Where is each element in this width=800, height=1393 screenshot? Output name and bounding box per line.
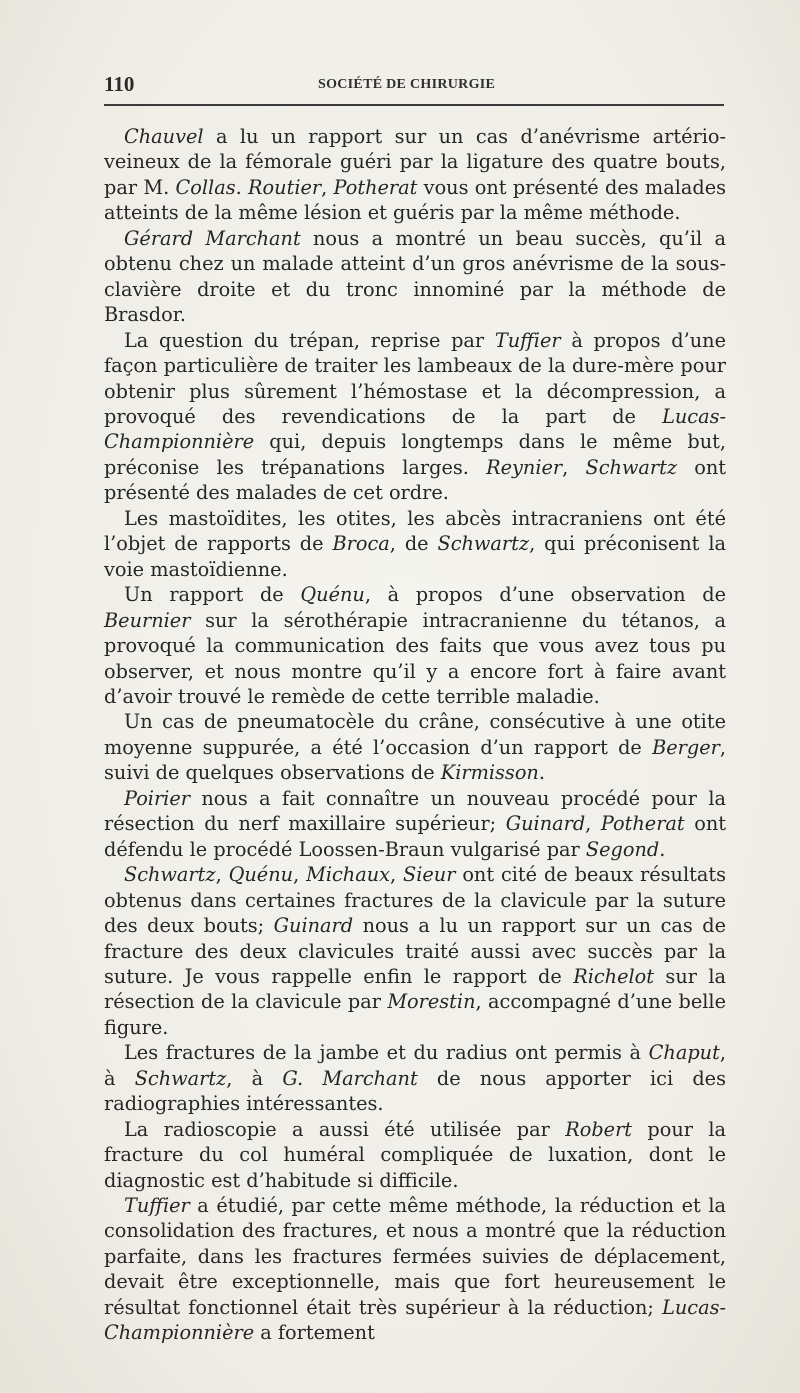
cited-name: Quénu <box>300 583 365 607</box>
paragraph <box>104 582 726 709</box>
text-run: , qui préconisent la voie mastoïdienne. <box>104 532 726 581</box>
cited-name: Lucas-Championnière <box>104 1295 726 1345</box>
cited-name: Potherat <box>600 812 685 836</box>
text-run: nous a montré un beau succès, qu’il a obtenu chez un malade atteint d’un gros anévrisme de la sous-clavière droite et du tronc innominé par la méthode de Brasdor. <box>104 226 726 327</box>
cited-name: Robert <box>565 1117 633 1141</box>
cited-name: Poirier <box>124 786 190 810</box>
paragraph <box>104 862 726 1040</box>
page-header <box>104 64 724 98</box>
text-run: , suivi de quelques observations de <box>104 735 726 785</box>
text-run: , <box>293 863 307 887</box>
cited-name: Quénu <box>228 863 294 887</box>
paragraph <box>104 786 726 862</box>
paragraph <box>104 1193 726 1346</box>
text-run: . <box>659 837 666 861</box>
cited-name: Gérard Marchant <box>124 226 301 250</box>
header-rule <box>104 104 724 106</box>
cited-name: Michaux <box>306 863 390 887</box>
text-run: La radioscopie a aussi été utilisée par <box>124 1117 566 1141</box>
paragraph <box>104 328 726 506</box>
text-run: qui, depuis longtemps dans le même but, préconise les trépanations larges. <box>104 430 726 479</box>
text-run: , <box>562 455 586 479</box>
text-run: ont défendu le procédé Loossen-Braun vulgarisé par <box>104 812 726 861</box>
text-run: sur la sérothérapie intracranienne du tétanos, a provoqué la communication des faits que vous avez tous pu observer, et nous montre qu’il y a encore fort à faire avant d’avoir trouvé le remède de cette terrible maladie. <box>104 608 726 708</box>
text-run: à propos d’une façon particulière de traiter les lambeaux de la dure-mère pour obtenir plus sûrement l’hémostase et la décompression, a provoqué des revendications de la part de <box>104 328 726 428</box>
text-run: Les fractures de la jambe et du radius ont permis à <box>124 1041 649 1065</box>
body-text <box>104 124 726 1346</box>
text-run: Un rapport de <box>124 583 301 607</box>
cited-name: Broca <box>332 532 390 556</box>
text-run: a fortement <box>254 1321 375 1345</box>
cited-name: Guinard <box>505 812 586 836</box>
text-run: a étudié, par cette même méthode, la réduction et la consolidation des fractures, et nous a montré que la réduction parfaite, dans les fractures fermées suivies de déplacement, devait être exceptionnelle, mais que fort heureusement le résultat fonctionnel était très supérieur à la réduction; <box>104 1194 726 1319</box>
text-run: , de <box>389 532 438 556</box>
cited-name: Tuffier <box>124 1194 190 1218</box>
text-run: , <box>215 863 229 887</box>
cited-name: Segond <box>585 837 660 861</box>
text-run: , <box>390 863 404 887</box>
text-run: Un cas de pneumatocèle du crâne, consécutive à une otite moyenne suppurée, a été l’occasion d’un rapport de <box>104 710 726 759</box>
cited-name: Tuffier <box>494 328 561 352</box>
text-run: ont cité de beaux résultats obtenus dans certaines fractures de la clavicule par la suture des deux bouts; <box>104 863 726 938</box>
text-run: nous a lu un rapport sur un cas de fracture des deux clavicules traité aussi avec succès par la suture. Je vous rappelle enfin le rapport de <box>104 914 726 988</box>
text-run: , <box>321 175 334 199</box>
text-run: , à <box>226 1066 283 1090</box>
cited-name: Beurnier <box>104 608 191 632</box>
text-run: . <box>235 175 249 199</box>
cited-name: Kirmisson <box>440 761 539 785</box>
text-run: nous a fait connaître un nouveau procédé pour la résection du nerf maxillaire supérieur; <box>104 786 726 836</box>
text-run: La question du trépan, reprise par <box>124 328 495 352</box>
cited-name: Schwartz <box>437 532 530 556</box>
cited-name: Chauvel <box>124 125 204 148</box>
cited-name: G. Marchant <box>282 1066 418 1090</box>
text-run: . <box>538 761 545 785</box>
text-run: de nous apporter ici des radiographies intéressantes. <box>104 1066 726 1116</box>
cited-name: Schwartz <box>124 863 216 887</box>
cited-name: Routier <box>248 175 322 199</box>
text-run: sur la résection de la clavicule par <box>104 964 726 1014</box>
text-run: , accompagné d’une belle figure. <box>104 990 726 1039</box>
paragraph <box>104 1117 726 1193</box>
cited-name: Collas <box>175 175 236 199</box>
cited-name: Schwartz <box>585 455 678 479</box>
cited-name: Chaput <box>648 1041 720 1065</box>
cited-name: Reynier <box>486 455 563 479</box>
cited-name: Berger <box>652 735 720 759</box>
paragraph <box>104 226 726 328</box>
text-run: ont présenté des malades de cet ordre. <box>104 455 727 505</box>
paragraph <box>104 124 726 226</box>
cited-name: Sieur <box>403 863 456 887</box>
paragraph <box>104 506 726 582</box>
cited-name: Lucas-Championnière <box>104 404 726 454</box>
cited-name: Schwartz <box>134 1066 227 1090</box>
page-number: 110 <box>104 72 135 96</box>
cited-name: Potherat <box>333 175 418 199</box>
text-run: pour la fracture du col huméral compliquée de luxation, dont le diagnostic est d’habitude si difficile. <box>104 1117 726 1192</box>
text-run: Les mastoïdites, les otites, les abcès intracraniens ont été l’objet de rapports de <box>104 506 726 556</box>
text-run: , à propos d’une observation de <box>364 583 726 607</box>
paragraph <box>104 1040 726 1116</box>
cited-name: Morestin <box>387 990 476 1014</box>
text-run: a lu un rapport sur un cas d’anévrisme artério-veineux de la fémorale guéri par la ligature des quatre bouts, par M. <box>104 125 726 199</box>
text-run: , à <box>104 1041 726 1090</box>
text-run: vous ont présenté des malades atteints de la même lésion et guéris par la même méthode. <box>104 175 727 225</box>
cited-name: Richelot <box>573 964 655 988</box>
paragraph <box>104 709 726 785</box>
running-title: SOCIÉTÉ DE CHIRURGIE <box>318 77 496 92</box>
cited-name: Guinard <box>273 914 354 938</box>
text-run: , <box>585 812 601 836</box>
